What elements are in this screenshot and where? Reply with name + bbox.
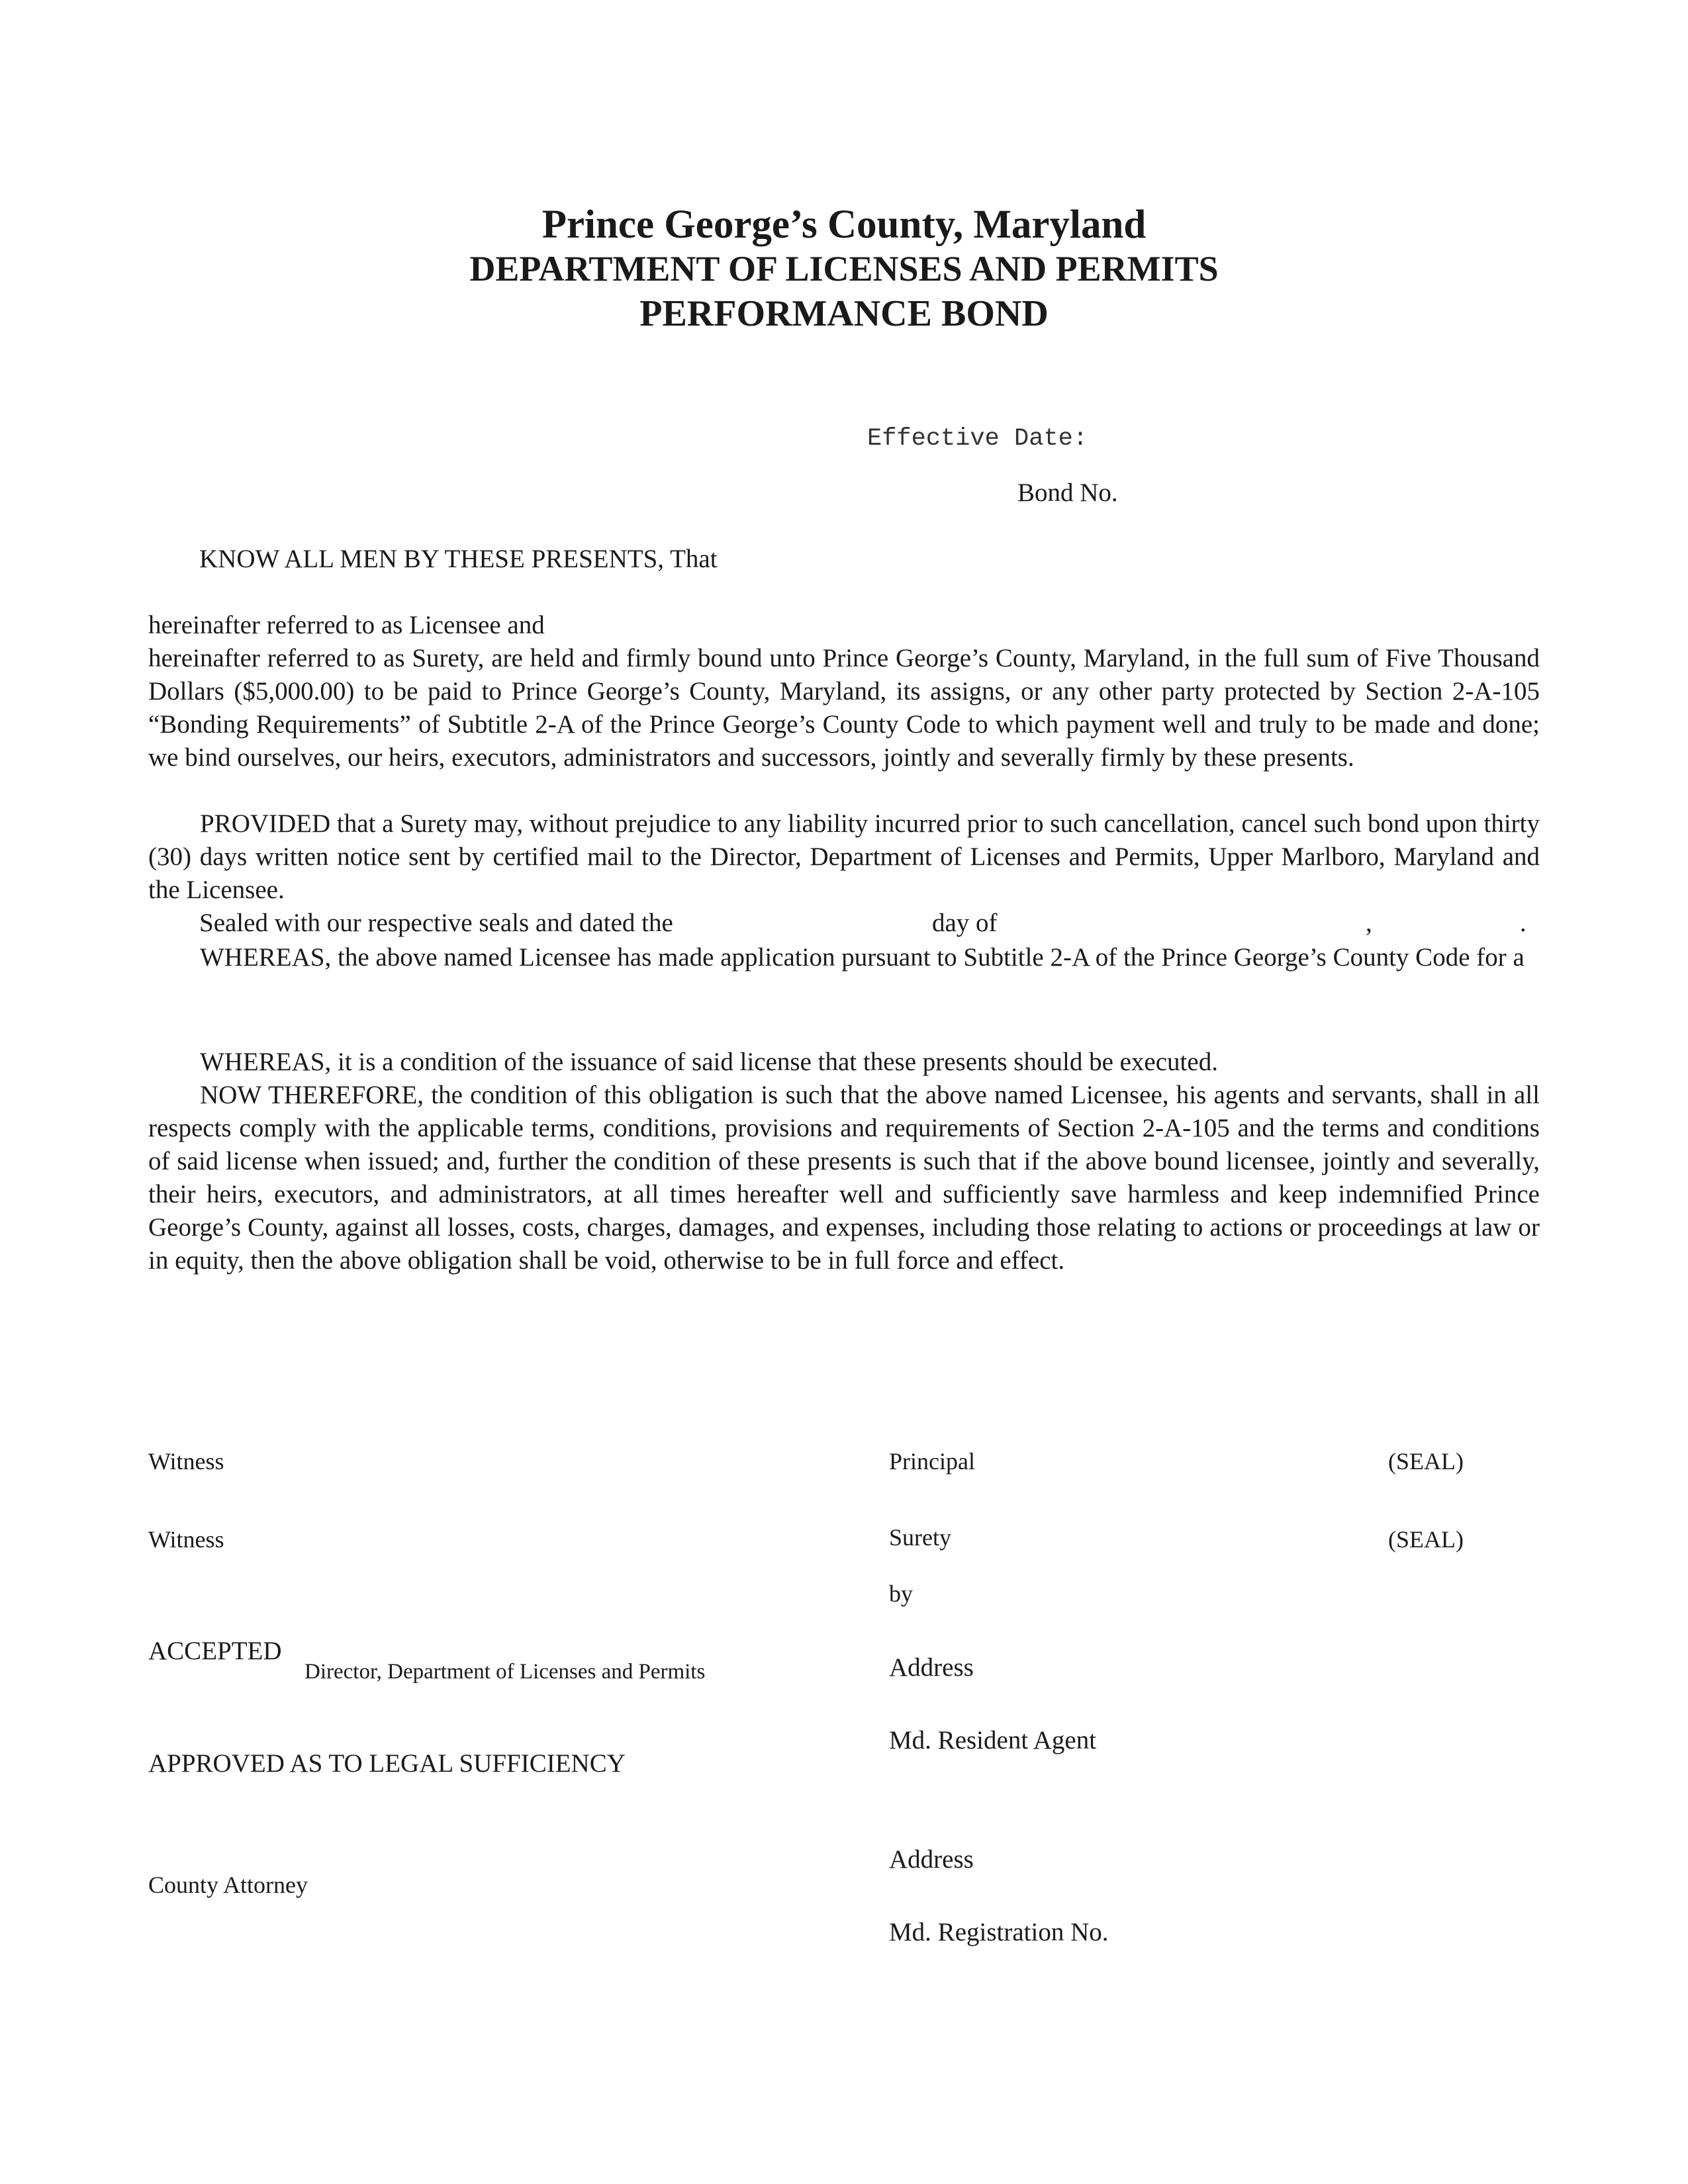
accepted-label: ACCEPTED bbox=[148, 1637, 282, 1665]
witness-1-label: Witness bbox=[148, 1448, 224, 1475]
day-of-text: day of bbox=[932, 909, 998, 937]
resident-agent-label: Md. Resident Agent bbox=[889, 1726, 1097, 1754]
seal-1-label: (SEAL) bbox=[1388, 1448, 1464, 1475]
provided-paragraph: PROVIDED that a Surety may, without prejudice to any liability incurred prior to such cancellation, cancel such bond upon thirty (30) days written notice sent by certified mail to the Director, Department of Licenses and Permits, Upper Marlboro, Maryland and the Licensee. bbox=[148, 809, 1540, 904]
whereas-condition-paragraph: WHEREAS, it is a condition of the issuance of said license that these presents should be executed. bbox=[200, 1048, 1218, 1076]
by-label: by bbox=[889, 1580, 913, 1607]
date-period: . bbox=[1520, 909, 1526, 937]
address-1-label: Address bbox=[889, 1653, 974, 1682]
licensee-line: hereinafter referred to as Licensee and bbox=[148, 611, 545, 639]
principal-label: Principal bbox=[889, 1448, 975, 1475]
whereas-application-paragraph: WHEREAS, the above named Licensee has made application pursuant to Subtitle 2-A of the Prince George’s County Code for a bbox=[200, 943, 1524, 972]
date-comma: , bbox=[1366, 909, 1372, 937]
surety-paragraph: hereinafter referred to as Surety, are held and firmly bound unto Prince George’s County, Maryland, in the full sum of Five Thousand Dollars ($5,000.00) to be paid to Prince George’s County, Maryland, its assigns, or any other party protected by Section 2-A-105 “Bonding Requirements” of Subtitle 2-A of the Prince George’s County Code to which payment well and truly to be made and done; we bind ourselves, our heirs, executors, administrators and successors, jointly and severally firmly by these presents. bbox=[148, 644, 1540, 772]
bond-no-label: Bond No. bbox=[1017, 478, 1118, 507]
effective-date-label: Effective Date: bbox=[867, 425, 1088, 453]
registration-no-label: Md. Registration No. bbox=[889, 1918, 1109, 1946]
legal-sufficiency-label: APPROVED AS TO LEGAL SUFFICIENCY bbox=[148, 1749, 626, 1778]
form-title: PERFORMANCE BOND bbox=[639, 293, 1049, 334]
sealed-dated-text: Sealed with our respective seals and dated the bbox=[199, 909, 673, 937]
county-title: Prince George’s County, Maryland bbox=[541, 203, 1147, 247]
surety-label: Surety bbox=[889, 1524, 951, 1551]
now-therefore-paragraph: NOW THEREFORE, the condition of this obligation is such that the above named Licensee, his agents and servants, shall in all respects comply with the applicable terms, conditions, provisions and requirements of Section 2-A-105 and the terms and conditions of said license when issued; and, further the condition of these presents is such that if the above bound licensee, jointly and severally, their heirs, executors, and administrators, at all times hereafter well and sufficiently save harmless and keep indemnified Prince George’s County, against all losses, costs, charges, damages, and expenses, including those relating to actions or proceedings at law or in equity, then the above obligation shall be void, otherwise to be in full force and effect. bbox=[148, 1081, 1540, 1275]
address-2-label: Address bbox=[889, 1845, 974, 1874]
know-all-men-line: KNOW ALL MEN BY THESE PRESENTS, That bbox=[199, 545, 718, 573]
county-attorney-label: County Attorney bbox=[148, 1872, 308, 1898]
director-label: Director, Department of Licenses and Permits bbox=[305, 1660, 706, 1684]
witness-2-label: Witness bbox=[148, 1526, 224, 1553]
department-title: DEPARTMENT OF LICENSES AND PERMITS bbox=[469, 249, 1219, 289]
seal-2-label: (SEAL) bbox=[1388, 1526, 1464, 1553]
